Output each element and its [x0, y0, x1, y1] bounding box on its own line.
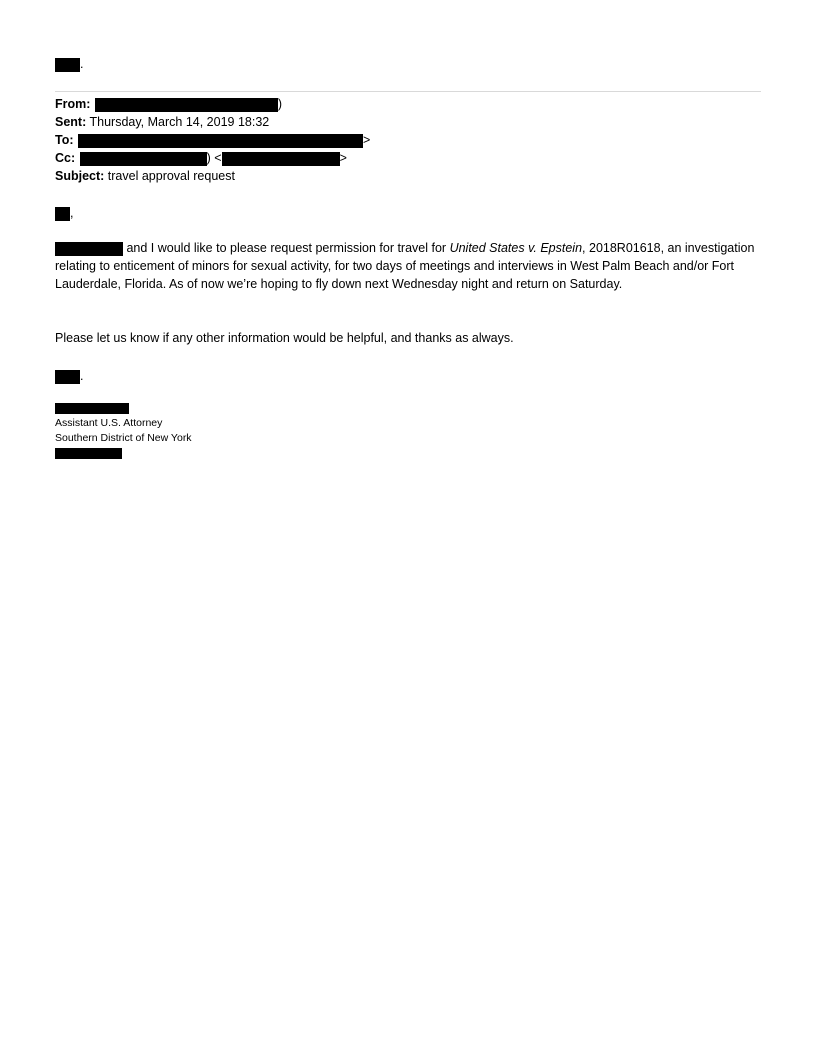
from-row — [55, 95, 282, 113]
body-p1-part2: , 2018R01618, an investigation relating to enticement of minors for sexual activity, for two days of meetings and interviews in West Palm Beach and/or Fort Lauderdale, Florida. As of now we’re hoping to fly down next Wednesday night and return on Saturday. — [55, 241, 755, 291]
body-paragraph-2: Please let us know if any other information would be helpful, and thanks as always. — [55, 331, 514, 345]
signature-title: Assistant U.S. Attorney — [55, 417, 163, 429]
sent-label: Sent: — [55, 115, 87, 129]
signature-office: Southern District of New York — [55, 432, 192, 444]
sent-row — [55, 113, 269, 131]
top-signoff — [55, 55, 83, 73]
from-label: From: — [55, 97, 91, 111]
cc-middle: ) < — [206, 151, 222, 165]
redaction-block — [95, 98, 278, 112]
greeting-punct: , — [70, 206, 74, 220]
subject-label: Subject: — [55, 169, 105, 183]
redaction-block — [55, 370, 80, 384]
redaction-block — [55, 207, 70, 221]
redaction-block — [78, 134, 363, 148]
cc-row — [55, 149, 347, 167]
closing-signoff — [55, 367, 83, 385]
body-p1-part1: and I would like to please request permission for travel for — [123, 241, 450, 255]
greeting — [55, 204, 73, 222]
signature-name-redaction — [55, 403, 129, 414]
to-suffix: > — [363, 133, 371, 147]
redaction-block — [80, 152, 207, 166]
case-name: United States v. Epstein — [449, 241, 583, 255]
cc-suffix: > — [339, 151, 347, 165]
cc-label: Cc: — [55, 151, 76, 165]
redaction-block — [55, 242, 123, 256]
to-label: To: — [55, 133, 74, 147]
from-suffix: ) — [277, 97, 283, 111]
header-divider — [55, 91, 761, 92]
redaction-block — [222, 152, 340, 166]
redaction-block — [55, 58, 80, 72]
subject-value: travel approval request — [107, 169, 235, 183]
subject-row — [55, 167, 235, 185]
body-paragraph-1 — [55, 239, 767, 293]
top-signoff-punct: . — [80, 57, 84, 71]
sent-value: Thursday, March 14, 2019 18:32 — [89, 115, 270, 129]
signature-contact-redaction — [55, 448, 122, 459]
to-row — [55, 131, 370, 149]
closing-punct: . — [80, 369, 84, 383]
